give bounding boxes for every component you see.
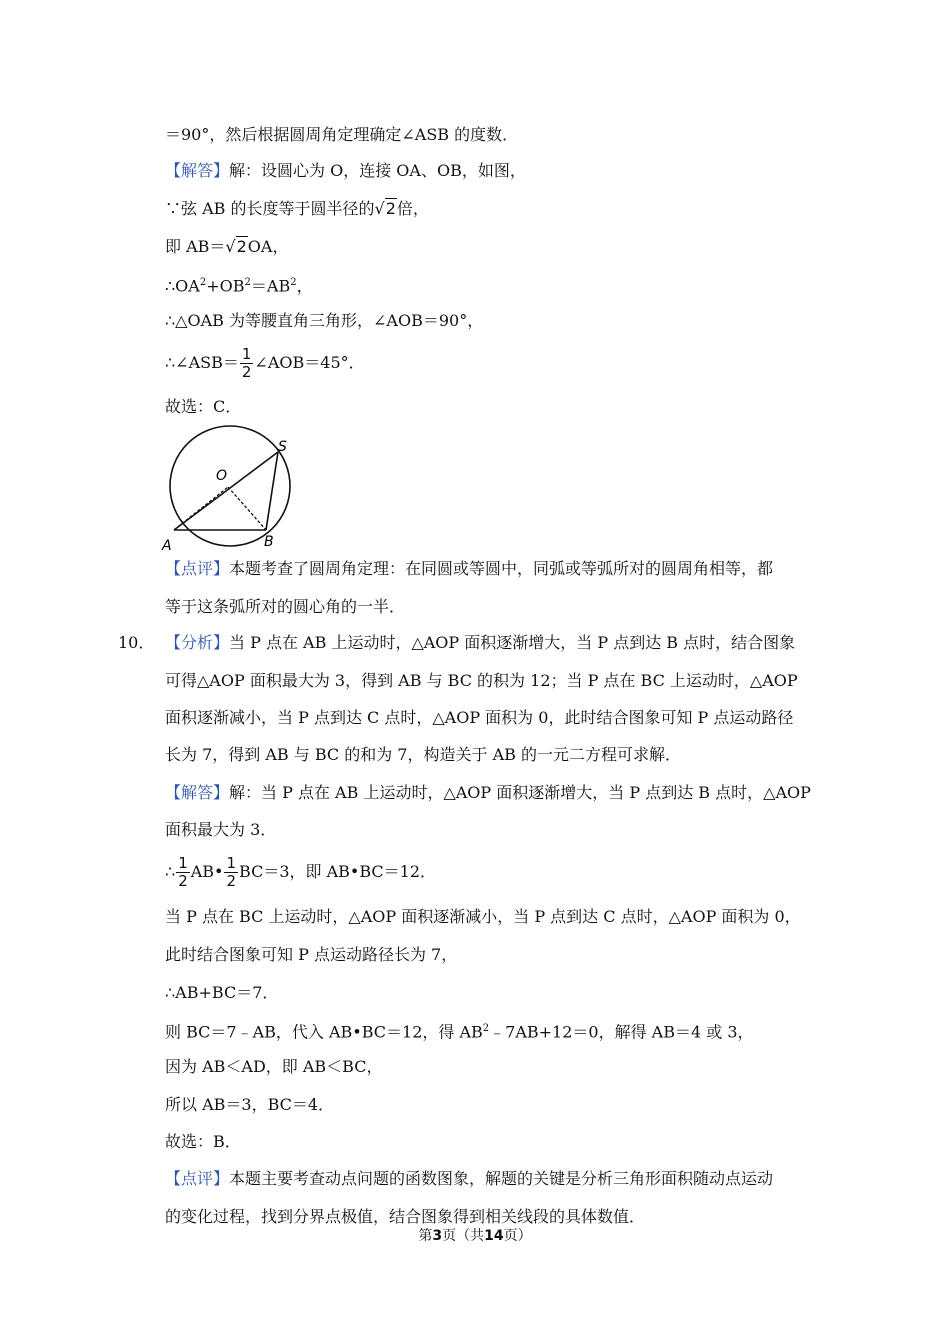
text-line [165,558,773,580]
radicand: 2 [385,199,396,218]
label-a: A [162,538,172,554]
footer-text: 页（共 [442,1228,485,1244]
page-number: 3 [432,1228,443,1244]
review-text: 本题考查了圆周角定理：在同圆或等圆中，同弧或等弧所对的圆周角相等，都 [229,559,774,578]
footer-text: 第 [418,1228,433,1244]
fraction-numerator: 1 [241,345,252,363]
sqrt-expression: √2 [225,237,247,256]
label-s: S [278,439,287,455]
text-line [165,782,811,804]
fraction [176,856,190,889]
text-line: 面积最大为 3． [165,820,277,839]
text-span: ∴ [165,862,176,881]
text-line: 的变化过程，找到分界点极值，结合图象得到相关线段的具体数值． [165,1207,646,1226]
text-span: ∵弦 AB 的长度等于圆半径的 [165,199,375,218]
page-footer [0,1226,950,1246]
text-span: ∴OA [165,276,200,296]
text-line: 此时结合图象可知 P 点运动路径长为 7， [165,945,458,964]
answer-text: 解：当 P 点在 AB 上运动时，△AOP 面积逐渐增大，当 P 点到达 B 点时，△AOP [229,783,811,802]
radius-ob [228,487,266,530]
fraction-denominator: 2 [241,363,252,381]
text-span: 则 BC＝7﹣AB，代入 AB•BC＝12，得 AB [165,1022,483,1042]
superscript: 2 [244,277,251,288]
text-line: 当 P 点在 BC 上运动时，△AOP 面积逐渐减小，当 P 点到达 C 点时，△AOP 面积为 0， [165,907,801,926]
superscript: 2 [482,1023,490,1034]
fraction-numerator: 1 [178,854,188,872]
circle-geometry-figure [160,424,310,554]
text-line: 可得△AOP 面积最大为 3，得到 AB 与 BC 的积为 12；当 P 点在 BC 上运动时，△AOP [165,671,798,690]
text-line [165,852,436,892]
text-line [165,1018,754,1043]
text-line [165,236,288,258]
text-line [165,343,365,383]
analysis-text: 当 P 点在 AB 上运动时，△AOP 面积逐渐增大，当 P 点到达 B 点时，结合图象 [229,633,796,652]
text-line [165,632,795,654]
fraction [240,347,254,380]
text-line: 等于这条弧所对的圆心角的一半． [165,597,406,616]
answer-tag: 【解答】 [165,161,230,180]
text-line: ＝90°，然后根据圆周角定理确定∠ASB 的度数． [165,125,519,144]
text-line: 长为 7，得到 AB 与 BC 的和为 7，构造关于 AB 的一元二方程可求解． [165,745,681,764]
review-tag: 【点评】 [165,559,230,578]
review-text: 本题主要考查动点问题的函数图象，解题的关键是分析三角形面积随动点运动 [229,1169,774,1188]
text-line [165,1168,773,1190]
text-span: 倍， [396,199,429,218]
fraction-numerator: 1 [226,854,237,872]
text-line: 面积逐渐减小，当 P 点到达 C 点时，△AOP 面积为 0，此时结合图象可知 P 点运动路径 [165,708,794,727]
text-span: OA， [247,237,289,256]
radius-oa [174,487,228,530]
text-span: +OB [206,276,245,296]
radicand: 2 [236,237,247,256]
review-tag: 【点评】 [165,1169,230,1188]
text-line [165,160,526,182]
text-span: AB• [190,862,224,881]
fraction [224,856,238,889]
text-line: ∴AB+BC＝7． [165,983,279,1002]
fraction-denominator: 2 [178,872,188,890]
superscript: 2 [199,277,207,288]
superscript: 2 [290,277,297,288]
text-line: 故选：B． [165,1132,241,1151]
footer-text: 页） [503,1228,532,1244]
label-b: B [264,534,274,550]
text-line [165,198,429,220]
text-span: ∴∠ASB＝ [165,353,239,372]
text-line: 故选：C． [165,397,242,416]
text-span: 即 AB＝ [165,237,226,256]
text-line: 所以 AB＝3，BC＝4． [165,1095,335,1114]
page-total: 14 [484,1228,504,1244]
analysis-tag: 【分析】 [165,633,230,652]
answer-text: 解：设圆心为 O，连接 OA、OB，如图， [229,161,526,180]
text-line: ∴△OAB 为等腰直角三角形，∠AOB＝90°， [165,311,484,330]
answer-tag: 【解答】 [165,783,230,802]
sqrt-expression: √2 [374,199,396,218]
text-line [165,272,313,297]
text-span: ∠AOB＝45°． [254,353,365,372]
chord-sb [266,452,278,530]
fraction-denominator: 2 [226,872,237,890]
text-span: ＝AB [250,276,291,296]
question-number: 10． [118,633,155,652]
text-span: BC＝3，即 AB•BC＝12． [239,862,437,881]
text-span: ， [296,276,313,296]
text-line: 因为 AB＜AD，即 AB＜BC， [165,1057,383,1076]
chord-as [174,452,278,530]
label-o: O [216,468,228,484]
text-span: ﹣7AB+12＝0，解得 AB＝4 或 3， [489,1022,754,1042]
